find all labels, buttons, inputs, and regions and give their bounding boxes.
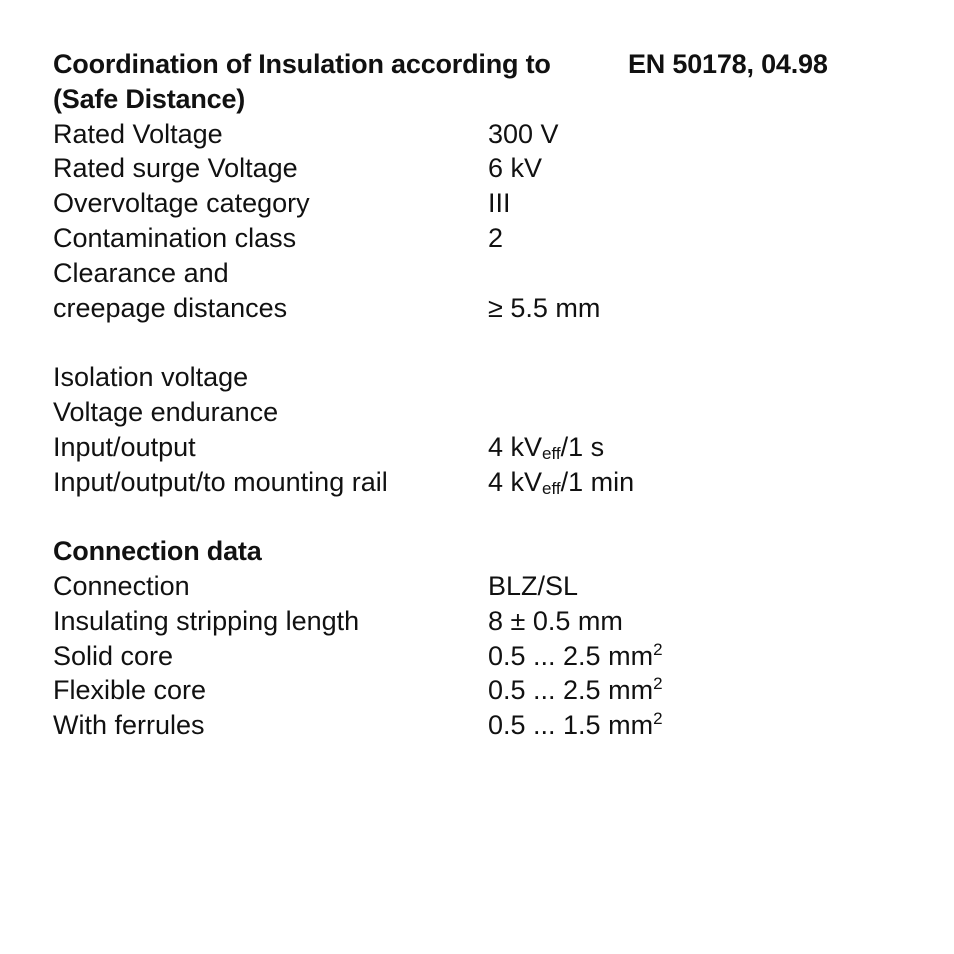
spec-value [488,569,578,604]
value-tail: /1 s [560,431,605,462]
spec-label: Insulating stripping length [53,605,360,636]
spec-label: Voltage endurance [53,396,279,427]
value-superscript: 2 [653,639,663,659]
spacer [53,499,913,534]
spec-row-clearance [53,256,913,291]
value-tail: /1 min [560,466,635,497]
spec-label: Contamination class [53,222,297,253]
spec-row-input-output-mounting-rail [53,465,913,500]
spec-label: With ferrules [53,710,205,741]
spec-value: ≥ 5.5 mm [488,292,601,323]
value-main: BLZ/SL [488,570,579,601]
spec-row-input-output [53,430,913,465]
spacer [53,325,913,360]
spec-row-connection [53,569,913,604]
spec-value: 6 kV [488,153,543,184]
spec-row-with-ferrules [53,708,913,743]
spec-label: Input/output [53,431,196,462]
value-main: 0.5 ... 2.5 mm [488,675,654,706]
connection-heading-text: Connection data [53,536,262,567]
safe-distance-label: (Safe Distance) [53,83,246,114]
value-subscript: eff [542,478,561,498]
spec-label: Isolation voltage [53,362,249,393]
spec-row-flexible-core [53,673,913,708]
insulation-heading-sub [53,82,913,117]
spec-label: Connection [53,570,190,601]
spec-label: Input/output/to mounting rail [53,466,388,497]
spec-row-creepage-distances [53,291,913,326]
spec-value [488,708,663,743]
spec-value: 300 V [488,118,559,149]
value-main: 4 kV [488,466,543,497]
spec-value [488,430,604,465]
spec-label: Overvoltage category [53,188,310,219]
value-main: 0.5 ... 2.5 mm [488,640,654,671]
spec-label: Rated surge Voltage [53,153,298,184]
spec-value: III [488,188,511,219]
spec-label: Solid core [53,640,174,671]
insulation-standard: EN 50178, 04.98 [628,49,828,79]
value-superscript: 2 [653,674,663,694]
spec-label: creepage distances [53,292,288,323]
value-main: 4 kV [488,431,543,462]
spec-row-overvoltage-category [53,186,913,221]
value-subscript: eff [542,443,561,463]
technical-data-sheet [53,47,913,743]
spec-value [488,604,623,639]
insulation-heading [53,47,913,82]
value-superscript: 2 [653,709,663,729]
spec-row-voltage-endurance [53,395,913,430]
spec-row-isolation-voltage [53,360,913,395]
insulation-heading-text: Coordination of Insulation according to [53,49,551,79]
spec-value [488,465,634,500]
connection-heading [53,534,913,569]
value-main: 0.5 ... 1.5 mm [488,710,654,741]
spec-row-stripping-length [53,604,913,639]
spec-label: Clearance and [53,257,229,288]
spec-row-rated-surge-voltage [53,151,913,186]
spec-value [488,673,663,708]
spec-value: 2 [488,222,504,253]
spec-row-solid-core [53,639,913,674]
spec-label: Flexible core [53,675,207,706]
spec-label: Rated Voltage [53,118,223,149]
value-main: 8 ± 0.5 mm [488,605,623,636]
spec-row-rated-voltage [53,117,913,152]
spec-row-contamination-class [53,221,913,256]
spec-value [488,639,663,674]
